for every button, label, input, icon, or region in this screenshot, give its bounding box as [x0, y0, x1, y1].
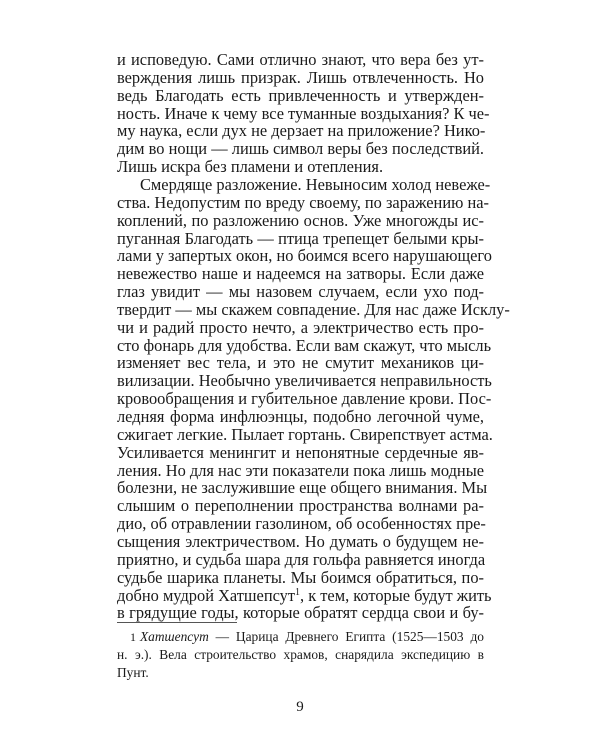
footnote-number: 1: [130, 630, 136, 644]
body-text-segment: , к тем, которые будут жить: [300, 586, 492, 605]
body-text-line: вилизации. Необычно увеличивается неправильность: [117, 371, 492, 390]
body-text-line: ства. Недопустим по вреду своему, по заражению на-: [117, 193, 489, 212]
page-number: 9: [296, 699, 304, 715]
body-text-line: му наука, если дух не дерзает на приложение? Нико-: [117, 121, 486, 140]
body-text-line: кровообращения и губительное давление крови. Пос-: [117, 389, 492, 408]
body-text-line: в грядущие годы, которые обратят сердца свои и бу-: [117, 603, 484, 622]
body-text-line: сжигает легкие. Пылает гортань. Свирепствует астма.: [117, 425, 493, 444]
body-text-segment: добно мудрой Хатшепсут: [117, 586, 296, 605]
body-text-line: чи и радий просто нечто, а электричество есть про-: [117, 318, 484, 337]
body-text-line: коплений, по разложению основ. Уже многожды ис-: [117, 211, 484, 230]
body-text-line: верждения лишь призрак. Лишь отвлеченность. Но: [117, 68, 484, 87]
body-text-line: ледняя форма инфлюэнцы, подобно легочной чуме,: [117, 407, 484, 426]
footnote-separator: [117, 622, 237, 623]
footnote-reference[interactable]: 1: [295, 587, 301, 598]
body-text-line: сыщения электричеством. Но думать о будущем не-: [117, 532, 484, 551]
body-text-line: Усиливается менингит и непонятные сердечные яв-: [117, 443, 484, 462]
body-text-line: невежество наше и надеемся на затворы. Если даже: [117, 264, 484, 283]
body-text-line: Лишь искра без пламени и отепления.: [117, 157, 384, 176]
footnote-line: н. э.). Вела строительство храмов, снарядила экспедицию в: [117, 647, 484, 662]
body-text-line: и исповедую. Сами отлично знают, что вера без ут-: [117, 50, 484, 69]
body-text-line: твердит — мы скажем совпадение. Для нас даже Исклу-: [117, 300, 510, 319]
body-text-line: лами у запертых окон, но боимся всего нарушающего: [117, 246, 492, 265]
body-text-line: дим во нощи — лишь символ веры без последствий.: [117, 139, 484, 158]
body-text-line: ность. Иначе к чему все туманные воздыхания? К че-: [117, 104, 490, 123]
footnote-text-segment: — Царица Древнего Египта (1525—1503 до: [208, 629, 484, 644]
footnote-line: [130, 628, 484, 646]
body-text-line: глаз увидит — мы назовем случаем, если ухо под-: [117, 282, 484, 301]
body-text-line: ления. Но для нас эти показатели пока лишь модные: [117, 461, 484, 480]
body-text-line: пуганная Благодать — птица трепещет белыми кры-: [117, 229, 484, 248]
body-text-line: судьбе шарика планеты. Мы боимся обратиться, по-: [117, 568, 484, 587]
body-text-line: приятно, и судьба шара для гольфа равняется иногда: [117, 550, 486, 569]
body-text-line: болезни, не заслужившие еще общего внимания. Мы: [117, 478, 488, 497]
body-text-line: дио, об отравлении газолином, об особенностях пре-: [117, 514, 486, 533]
footnote-term: Хатшепсут: [140, 629, 209, 644]
body-text-line: слышим о переполнении пространства волнами ра-: [117, 496, 484, 515]
body-text-line: сто фонарь для удобства. Если вам скажут, что мысль: [117, 336, 492, 355]
body-text-line: ведь Благодать есть привлеченность и утвержден-: [117, 86, 484, 105]
paragraph-first-line: Смердяще разложение. Невыносим холод невеже-: [140, 175, 491, 194]
footnote-line: Пунт.: [117, 665, 149, 680]
body-text-line: изменяет вес тела, и это не смутит механиков ци-: [117, 353, 484, 372]
